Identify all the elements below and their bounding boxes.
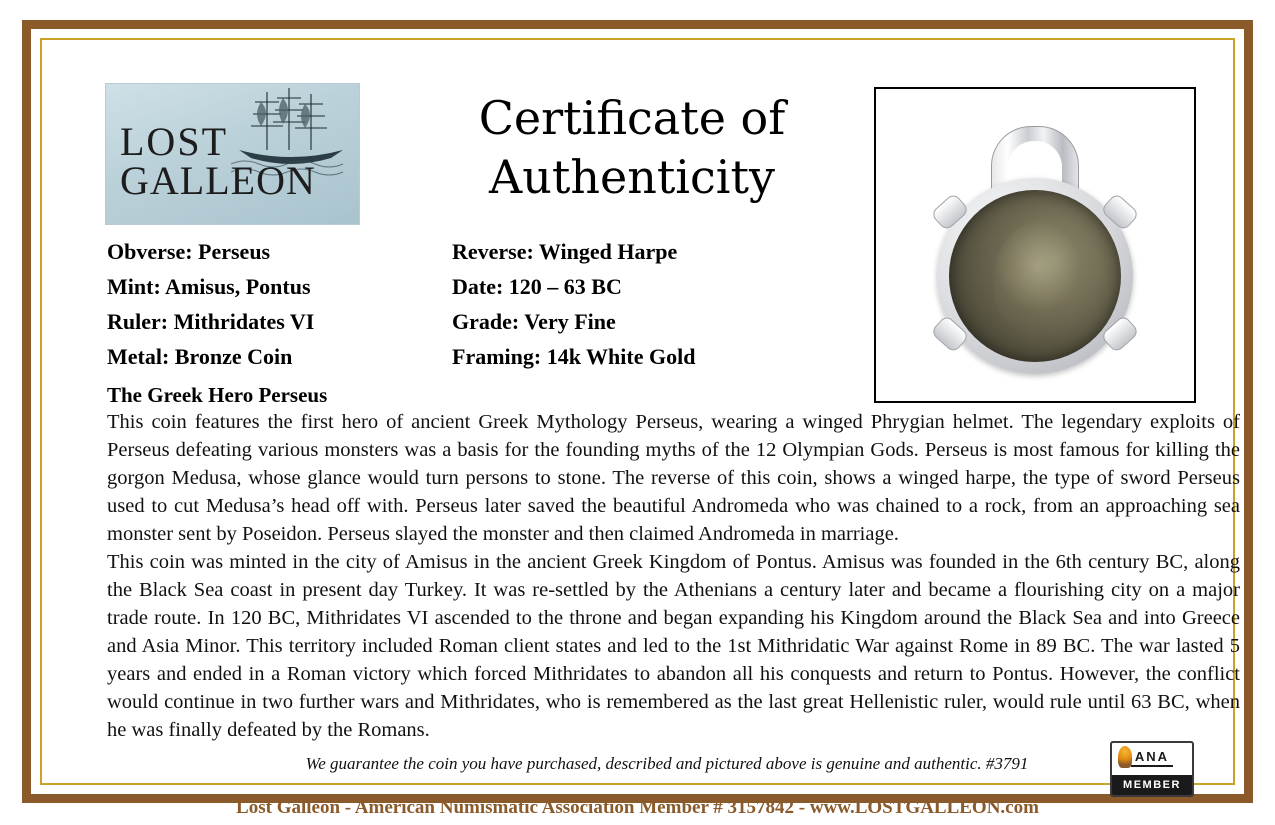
lost-galleon-logo [105, 83, 360, 225]
logo-line-galleon: GALLEON [120, 158, 316, 204]
spec-reverse: Reverse: Winged Harpe [452, 239, 678, 264]
body-paragraph-2: This coin was minted in the city of Amisus in the ancient Greek Kingdom of Pontus. Amisus was founded in the 6th century BC, along the Black Sea coast in present day Turkey. It was re-settled by the Athenians a century later and became a flourishing city on a major trade route. In 120 BC, Mithridates VI ascended to the throne and began expanding his Kingdom around the Black Sea and into Greece and Asia Minor. This territory included Roman client states and led to the 1st Mithridatic War against Rome in 89 BC. The war lasted 5 years and ended in a Roman victory which forced Mithridates to abandon all his conquests and return to Pontus. However, the conflict would continue in two further wars and Mithridates, who is remembered as the last great Hellenistic ruler, would rule until 63 BC, when he was finally defeated by the Romans. [107, 550, 1240, 741]
coin-portrait [994, 218, 1104, 338]
certificate-title [422, 89, 842, 207]
spec-obverse: Obverse: Perseus [107, 239, 271, 264]
spec-row [107, 239, 695, 274]
certificate-content [67, 61, 1240, 791]
body-text [107, 409, 1240, 745]
spec-row [107, 344, 695, 379]
coin-pendant-illustration [920, 126, 1150, 376]
spec-row [107, 309, 695, 344]
body-heading: The Greek Hero Perseus [107, 383, 328, 407]
spec-ruler: Ruler: Mithridates VI [107, 309, 315, 334]
ana-letters: ANA [1131, 749, 1173, 767]
logo-line-lost: LOST [120, 119, 228, 164]
guarantee-statement: We guarantee the coin you have purchased, described and pictured above is genuine and authentic. #3791 [305, 754, 1029, 773]
footer-text: Lost Galleon - American Numismatic Association Member # 3157842 - www.LOSTGALLEON.com [236, 797, 1039, 818]
coin-specifications [107, 239, 807, 379]
spec-date: Date: 120 – 63 BC [452, 274, 622, 299]
coin-photo [874, 87, 1196, 403]
certificate-title-line2: Authenticity [489, 149, 775, 204]
ana-member-badge [1110, 741, 1194, 797]
spec-grade: Grade: Very Fine [452, 309, 616, 334]
spec-framing: Framing: 14k White Gold [452, 344, 696, 369]
body-paragraph-1: This coin features the first hero of ancient Greek Mythology Perseus, wearing a winged Phrygian helmet. The legendary exploits of Perseus defeating various monsters was a basis for the founding myths of the 12 Olympian Gods. Perseus is most famous for killing the gorgon Medusa, whose glance would turn persons to stone. The reverse of this coin, shows a winged harpe, the type of sword Perseus used to cut Medusa’s head off with. Perseus later saved the beautiful Andromeda who was chained to a rock, from an approaching sea monster sent by Poseidon. Perseus slayed the monster and then claimed Andromeda in marriage. [107, 411, 1240, 545]
ana-member-label: MEMBER [1112, 775, 1192, 795]
logo-wordmark [120, 119, 316, 204]
spec-mint: Mint: Amisus, Pontus [107, 274, 311, 299]
spec-metal: Metal: Bronze Coin [107, 344, 293, 369]
certificate-outer-frame [22, 20, 1253, 803]
certificate-title-line1: Certificate of [478, 91, 786, 145]
spec-row [107, 274, 695, 309]
coin-face [949, 190, 1121, 362]
torch-icon [1118, 746, 1132, 768]
